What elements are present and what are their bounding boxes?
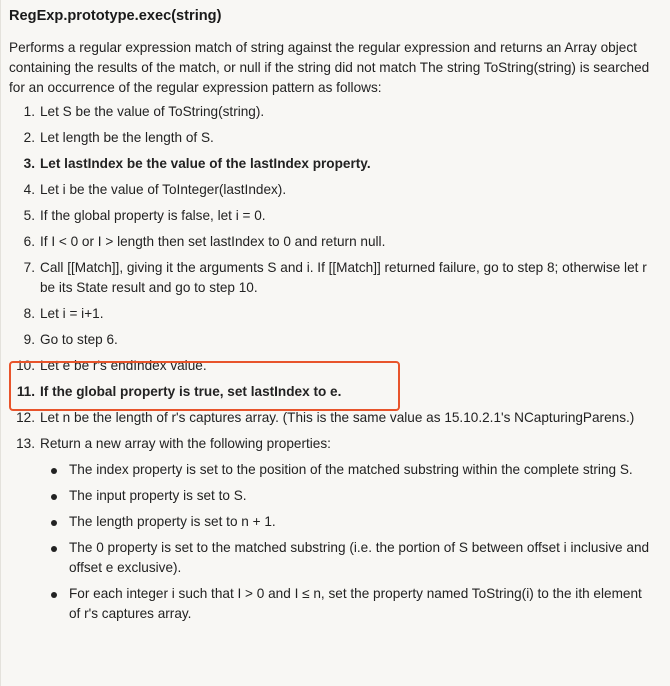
- step-text: Go to step 6.: [40, 332, 118, 347]
- step-2: [1, 128, 670, 148]
- property-item: [40, 512, 663, 532]
- step-12: [1, 408, 670, 428]
- step-7: [1, 258, 670, 298]
- step-text: If the global property is false, let i = 0.: [40, 208, 266, 223]
- algorithm-steps: [1, 102, 670, 630]
- step-number: 7.: [23, 260, 35, 275]
- bullet-icon: [51, 468, 57, 474]
- bullet-icon: [51, 520, 57, 526]
- step-number: 1.: [23, 104, 35, 119]
- step-text: Let n be the length of r's captures array. (This is the same value as 15.10.2.1's NCapturingParens.): [40, 410, 635, 425]
- step-9: [1, 330, 670, 350]
- step-text: Return a new array with the following properties:: [40, 436, 331, 451]
- step-number: 13.: [16, 436, 35, 451]
- step-3: [1, 154, 670, 174]
- step-11: [1, 382, 670, 402]
- property-text: For each integer i such that I > 0 and I ≤ n, set the property named ToString(i) to the ith element of r's captures array.: [69, 586, 642, 621]
- intro-paragraph: Performs a regular expression match of string against the regular expression and returns an Array object containing the results of the match, or null if the string did not match The string ToString(string) is searched for an occurrence of the regular expression pattern as follows:: [9, 40, 650, 95]
- property-item: [40, 538, 663, 578]
- property-item: [40, 460, 663, 480]
- property-text: The 0 property is set to the matched substring (i.e. the portion of S between offset i inclusive and offset e exclusive).: [69, 540, 650, 575]
- step-text: Let S be the value of ToString(string).: [40, 104, 265, 119]
- step-text: If the global property is true, set lastIndex to e.: [40, 384, 342, 399]
- step-number: 6.: [23, 234, 35, 249]
- step-number: 12.: [16, 410, 35, 425]
- step-number: 9.: [23, 332, 35, 347]
- bullet-icon: [51, 592, 57, 598]
- step-text: Let length be the length of S.: [40, 130, 214, 145]
- bullet-icon: [51, 494, 57, 500]
- step-text: Let i = i+1.: [40, 306, 104, 321]
- bullet-icon: [51, 546, 57, 552]
- page-title: RegExp.prototype.exec(string): [9, 8, 222, 24]
- step-text: Let i be the value of ToInteger(lastIndex).: [40, 182, 287, 197]
- property-text: The length property is set to n + 1.: [69, 514, 276, 529]
- step-10: [1, 356, 670, 376]
- step-4: [1, 180, 670, 200]
- step-text: Let lastIndex be the value of the lastIndex property.: [40, 156, 371, 171]
- step-text: If I < 0 or I > length then set lastIndex to 0 and return null.: [40, 234, 386, 249]
- step-5: [1, 206, 670, 226]
- property-item: [40, 486, 663, 506]
- step-1: [1, 102, 670, 122]
- step-number: 10.: [16, 358, 35, 373]
- property-list: [40, 460, 663, 624]
- step-13: [1, 434, 670, 624]
- step-6: [1, 232, 670, 252]
- property-text: The index property is set to the position of the matched substring within the complete string S.: [69, 462, 633, 477]
- step-number: 3.: [23, 156, 35, 171]
- step-number: 11.: [16, 384, 35, 399]
- step-text: Let e be r's endIndex value.: [40, 358, 207, 373]
- step-8: [1, 304, 670, 324]
- step-number: 5.: [23, 208, 35, 223]
- step-number: 2.: [23, 130, 35, 145]
- step-number: 4.: [23, 182, 35, 197]
- property-item: [40, 584, 663, 624]
- step-text: Call [[Match]], giving it the arguments S and i. If [[Match]] returned failure, go to step 8; otherwise let r be its State result and go to step 10.: [40, 260, 647, 295]
- property-text: The input property is set to S.: [69, 488, 247, 503]
- step-number: 8.: [23, 306, 35, 321]
